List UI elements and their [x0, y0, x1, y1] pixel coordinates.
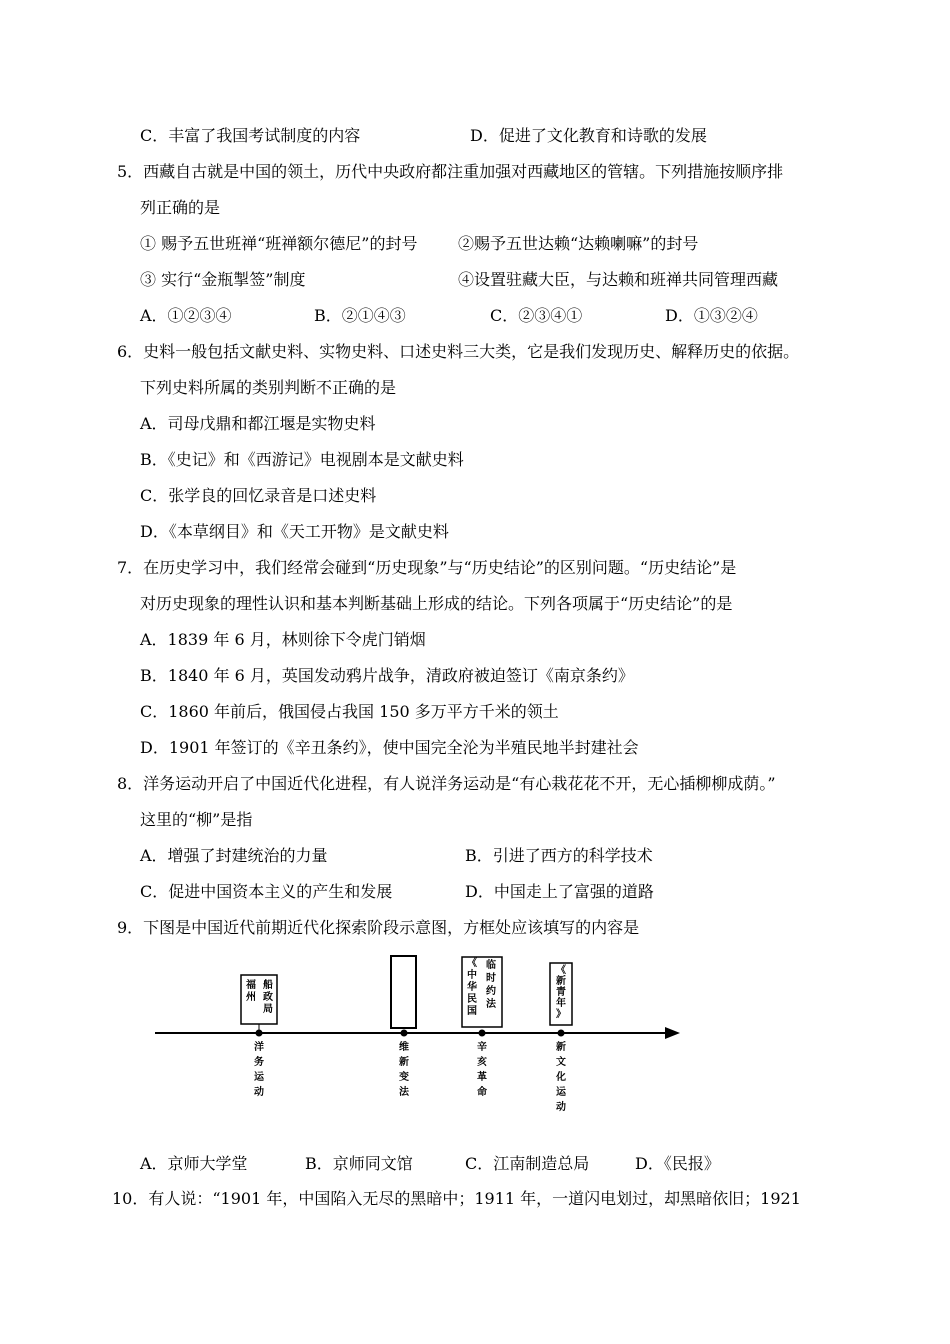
q7-stem-line2: 对历史现象的理性认识和基本判断基础上形成的结论。下列各项属于“历史结论”的是 [140, 594, 733, 613]
timeline-label-2: 维新变法 [399, 1042, 409, 1098]
timeline-dot-3 [479, 1030, 486, 1037]
q8-stem-line2: 这里的“柳”是指 [140, 810, 253, 829]
q5-option-c: C．②③④① [490, 306, 583, 325]
timeline-label-4: 新文化运动 [556, 1042, 566, 1113]
q8-option-d: D．中国走上了富强的道路 [465, 882, 654, 901]
q6-stem-line2: 下列史料所属的类别判断不正确的是 [140, 378, 397, 397]
q6-option-b: B．《史记》和《西游记》电视剧本是文献史料 [140, 450, 464, 469]
q5-item-2: ②赐予五世达赖“达赖喇嘛”的封号 [458, 234, 699, 253]
timeline-label-1: 洋务运动 [254, 1042, 264, 1098]
timeline-dot-4 [558, 1030, 565, 1037]
q8-option-c: C．促进中国资本主义的产生和发展 [140, 882, 393, 901]
timeline-arrow-icon [665, 1027, 680, 1039]
timeline-box-3-col-1: 临时约法 [486, 960, 496, 1010]
q6-stem-line1: 6．史料一般包括文献史料、实物史料、口述史料三大类，它是我们发现历史、解释历史的依据。 [117, 342, 800, 361]
q4-option-d: D．促进了文化教育和诗歌的发展 [470, 126, 707, 145]
q9-option-c: C．江南制造总局 [465, 1154, 590, 1173]
q7-option-c: C．1860 年前后，俄国侵占我国 150 多万平方千米的领土 [140, 702, 559, 721]
q9-option-a: A．京师大学堂 [140, 1154, 248, 1173]
q5-option-a: A．①②③④ [140, 306, 232, 325]
q8-option-a: A．增强了封建统治的力量 [140, 846, 328, 865]
timeline-box-4-text: 《新青年》 [556, 965, 566, 1020]
q6-option-d: D．《本草纲目》和《天工开物》是文献史料 [140, 522, 449, 541]
q5-option-d: D．①③②④ [665, 306, 758, 325]
timeline-box-1-col-1: 船政局 [263, 980, 273, 1015]
q9-stem: 9．下图是中国近代前期近代化探索阶段示意图，方框处应该填写的内容是 [117, 918, 640, 937]
timeline-box-3-col-2: 《中华民国 [467, 958, 477, 1017]
q5-item-1: ① 赐予五世班禅“班禅额尔德尼”的封号 [140, 234, 418, 253]
q9-option-d: D．《民报》 [635, 1154, 720, 1173]
timeline-dot-1 [256, 1030, 263, 1037]
timeline-dot-2 [401, 1030, 408, 1037]
q6-option-c: C．张学良的回忆录音是口述史料 [140, 486, 377, 505]
q5-item-3: ③ 实行“金瓶掣签”制度 [140, 270, 306, 289]
q7-option-a: A．1839 年 6 月，林则徐下令虎门销烟 [140, 630, 426, 649]
q6-option-a: A．司母戊鼎和都江堰是实物史料 [140, 414, 376, 433]
timeline-box-1-col-2: 福州 [246, 980, 256, 1003]
q7-stem-line1: 7．在历史学习中，我们经常会碰到“历史现象”与“历史结论”的区别问题。“历史结论”是 [117, 558, 737, 577]
q10-stem-line1: 10．有人说：“1901 年，中国陷入无尽的黑暗中；1911 年，一道闪电划过，却黑暗依旧；1921 [112, 1189, 801, 1208]
timeline-label-3: 辛亥革命 [477, 1042, 487, 1098]
q4-option-c: C．丰富了我国考试制度的内容 [140, 126, 361, 145]
q7-option-b: B．1840 年 6 月，英国发动鸦片战争，清政府被迫签订《南京条约》 [140, 666, 634, 685]
q5-option-b: B．②①④③ [314, 306, 406, 325]
q5-item-4: ④设置驻藏大臣，与达赖和班禅共同管理西藏 [458, 270, 779, 289]
timeline-answer-box [391, 956, 416, 1028]
q9-option-b: B．京师同文馆 [305, 1154, 413, 1173]
q8-option-b: B．引进了西方的科学技术 [465, 846, 653, 865]
q8-stem-line1: 8．洋务运动开启了中国近代化进程，有人说洋务运动是“有心栽花花不开，无心插柳柳成荫。” [117, 774, 776, 793]
q5-stem-line1: 5．西藏自古就是中国的领土，历代中央政府都注重加强对西藏地区的管辖。下列措施按顺序排 [117, 162, 784, 181]
q7-option-d: D．1901 年签订的《辛丑条约》，使中国完全沦为半殖民地半封建社会 [140, 738, 639, 757]
q5-stem-line2: 列正确的是 [140, 198, 221, 217]
